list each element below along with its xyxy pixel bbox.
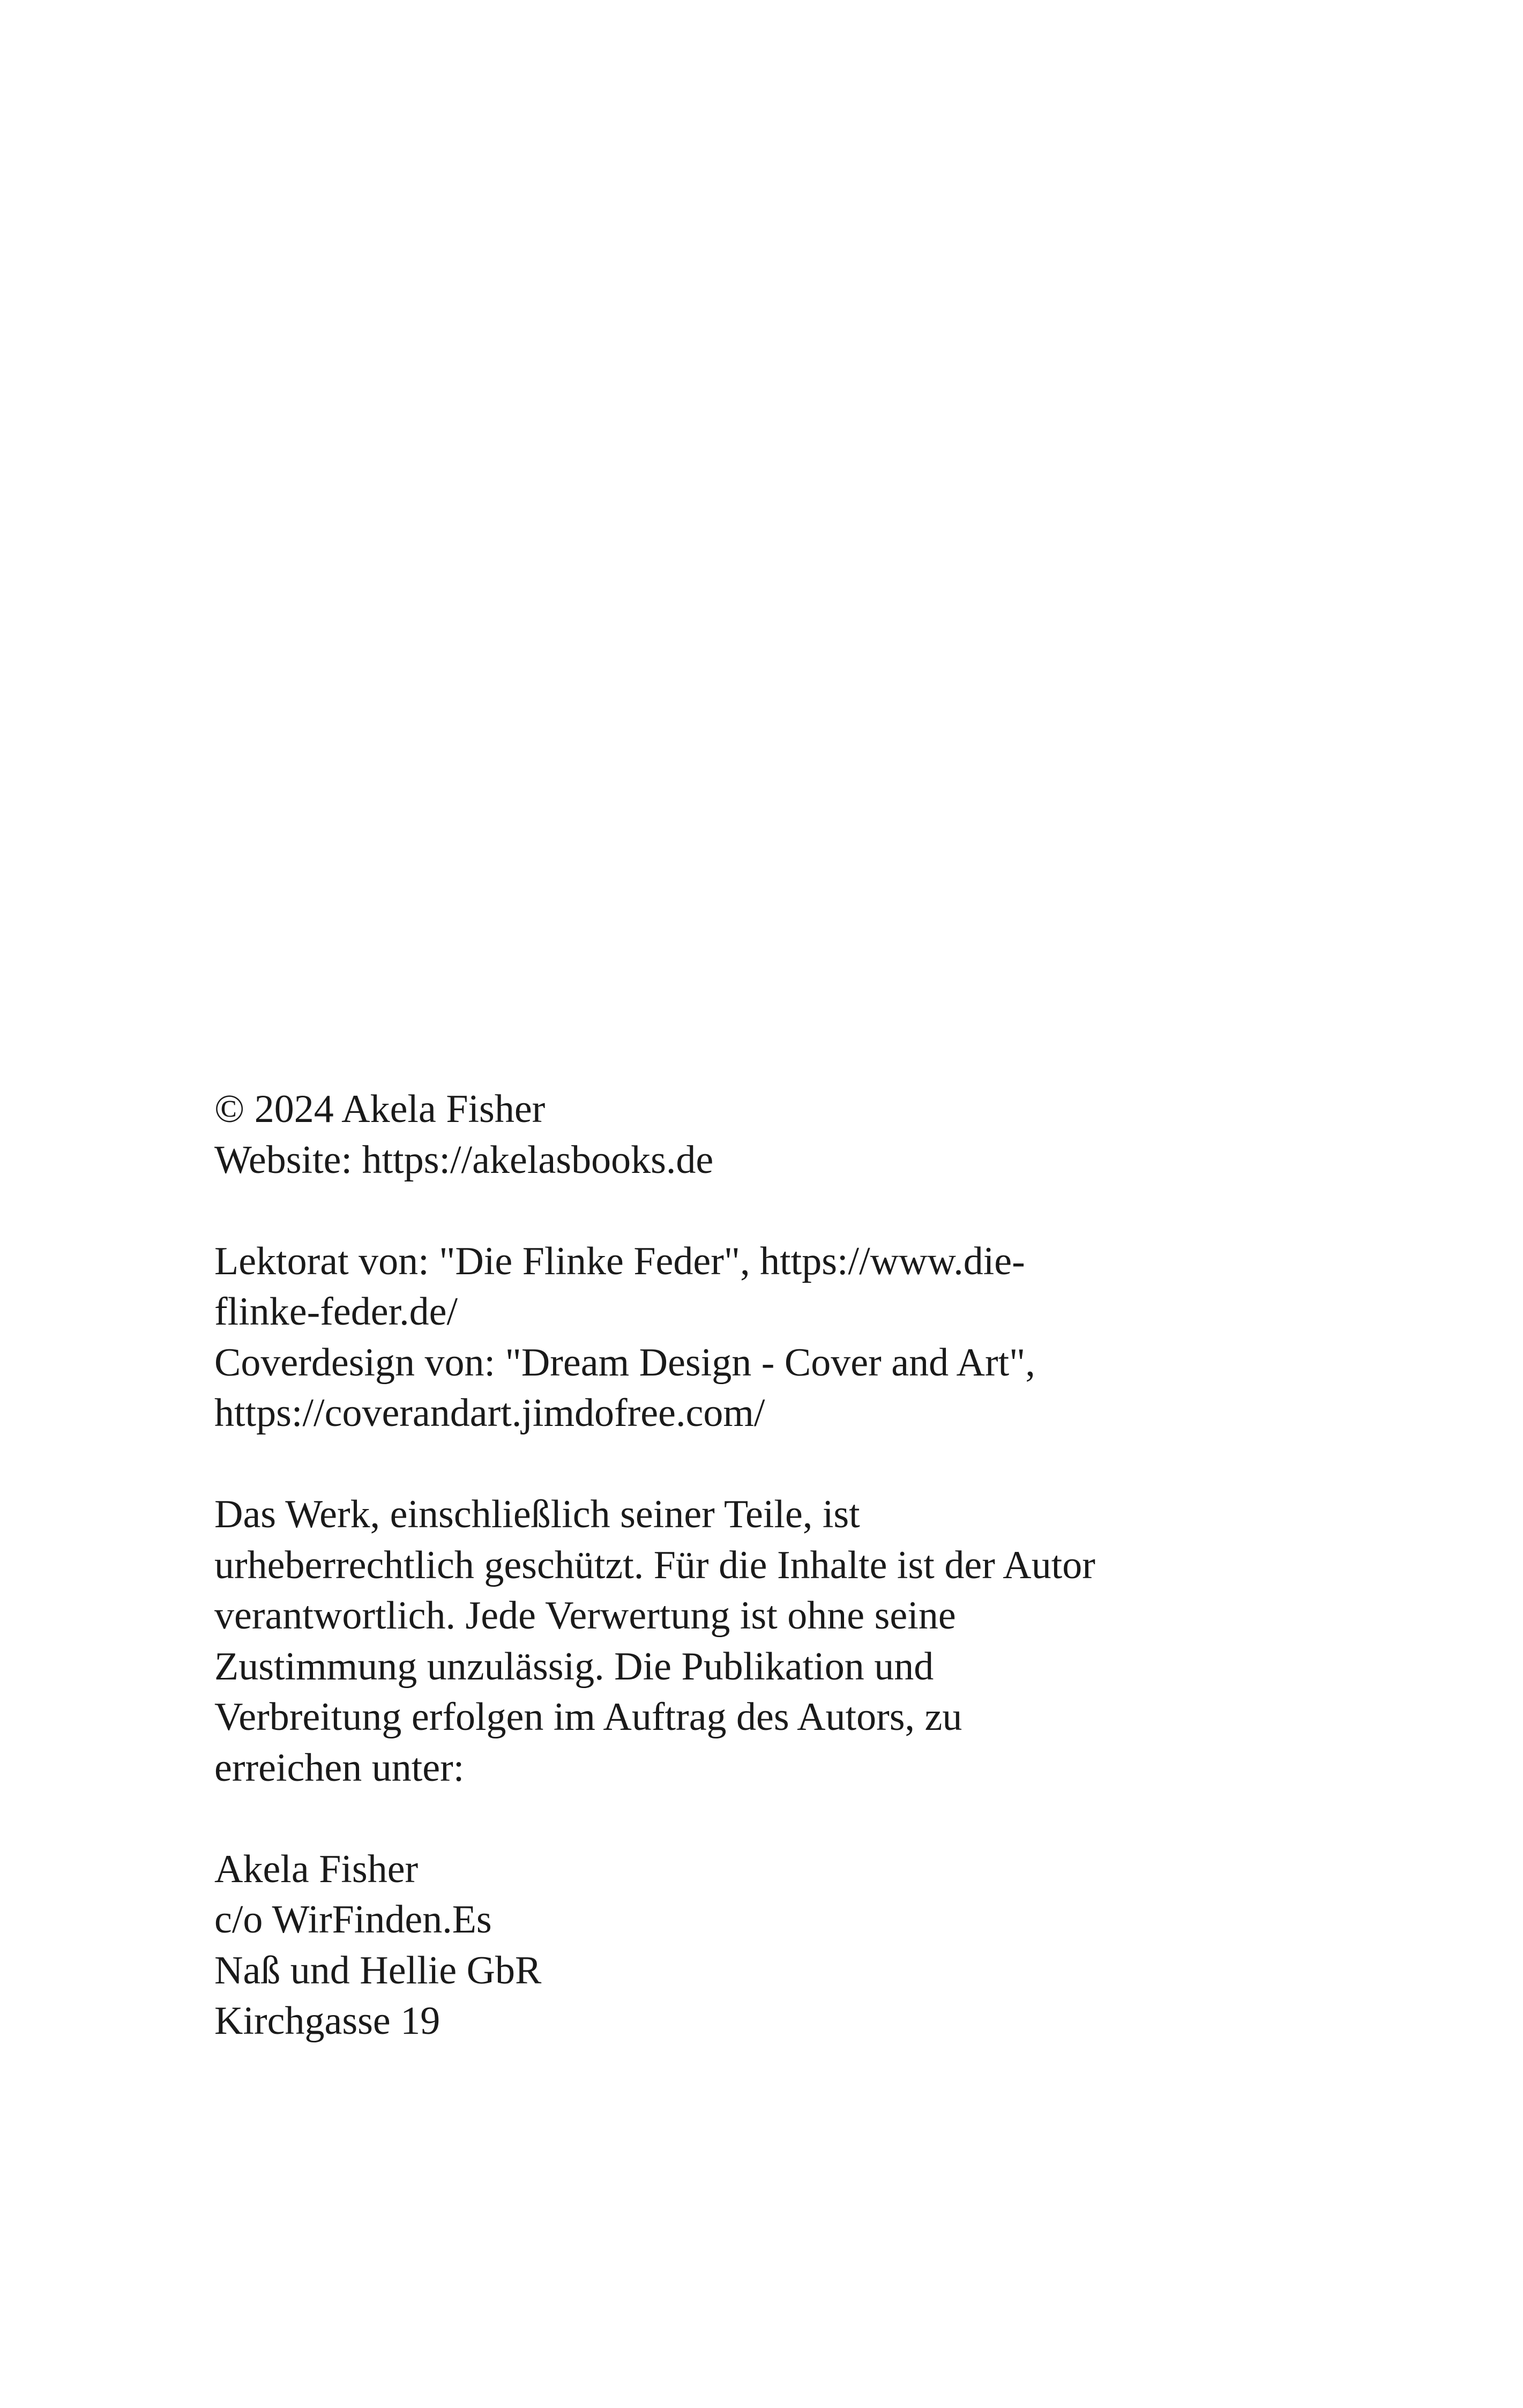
address-line: c/o WirFinden.Es bbox=[214, 1898, 492, 1942]
legal-notice-line: Das Werk, einschließlich seiner Teile, ist bbox=[214, 1492, 860, 1536]
imprint-text bbox=[214, 1084, 1233, 2097]
credits-line: flinke-feder.de/ bbox=[214, 1290, 458, 1334]
address-block bbox=[214, 1844, 1233, 2047]
address-line: Naß und Hellie GbR bbox=[214, 1948, 542, 1993]
copyright-line: © 2024 Akela Fisher bbox=[214, 1087, 546, 1131]
credits-line: Coverdesign von: "Dream Design - Cover and Art", bbox=[214, 1340, 1035, 1385]
website-line: Website: https://akelasbooks.de bbox=[214, 1138, 714, 1182]
address-line: Akela Fisher bbox=[214, 1847, 419, 1891]
credits-line: Lektorat von: "Die Flinke Feder", https://www.die- bbox=[214, 1239, 1025, 1283]
copyright-block bbox=[214, 1084, 1233, 1185]
legal-notice-line: erreichen unter: bbox=[214, 1745, 465, 1790]
legal-notice-line: urheberrechtlich geschützt. Für die Inhalte ist der Autor bbox=[214, 1543, 1095, 1587]
legal-notice-line: Zustimmung unzulässig. Die Publikation und bbox=[214, 1644, 934, 1689]
legal-notice-line: Verbreitung erfolgen im Auftrag des Autors, zu bbox=[214, 1695, 962, 1739]
legal-notice-line: verantwortlich. Jede Verwertung ist ohne seine bbox=[214, 1594, 956, 1638]
credits-block bbox=[214, 1236, 1233, 1439]
credits-line: https://coverandart.jimdofree.com/ bbox=[214, 1391, 765, 1435]
address-line: Kirchgasse 19 bbox=[214, 1999, 441, 2043]
legal-notice-block bbox=[214, 1489, 1233, 1793]
